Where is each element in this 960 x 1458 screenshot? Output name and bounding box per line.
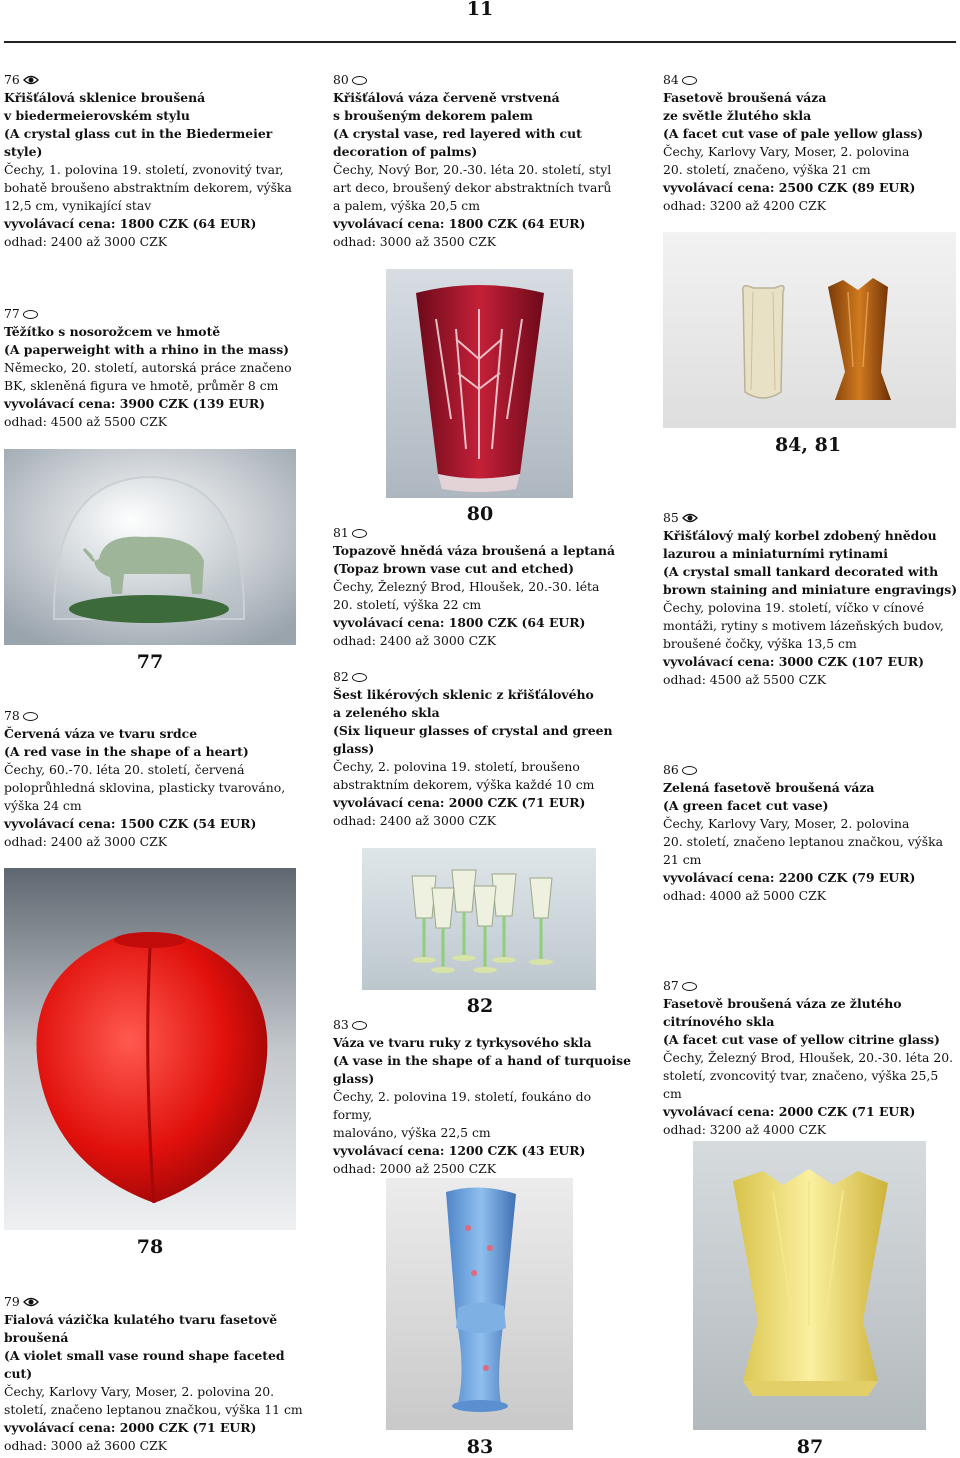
eye-icon: [23, 75, 39, 85]
lot-number: [663, 977, 958, 995]
starting-price: vyvolávací cena: 1200 CZK (43 EUR): [333, 1143, 586, 1158]
caption-83: 83: [466, 1436, 494, 1458]
lot-title-line: Šest likérových sklenic z křišťálového: [333, 687, 594, 702]
lot-title-line: (A facet cut vase of pale yellow glass): [663, 126, 924, 141]
lot-description-line: Čechy, Nový Bor, 20.-30. léta 20. století, styl: [333, 162, 612, 177]
lot-title-line: Váza ve tvaru ruky z tyrkysového skla: [333, 1035, 592, 1050]
lot-description-line: století, značeno leptanou značkou, výška 11 cm: [4, 1402, 303, 1417]
lot-title-line: (Topaz brown vase cut and etched): [333, 561, 574, 576]
lot-title-line: (A violet small vase round shape faceted: [4, 1348, 285, 1363]
lot-description-line: výška 24 cm: [4, 798, 82, 813]
lot-number-text: 87: [663, 978, 679, 993]
starting-price: vyvolávací cena: 1800 CZK (64 EUR): [4, 216, 257, 231]
caption-84-81: 84, 81: [774, 434, 842, 456]
lot-title-line: (A crystal small tankard decorated with: [663, 564, 939, 579]
lot-77: [4, 305, 304, 431]
lot-title-line: Fasetově broušená váza ze žlutého: [663, 996, 902, 1011]
lot-number-text: 83: [333, 1017, 349, 1032]
lot-title-line: Křišťálová sklenice broušená: [4, 90, 206, 105]
starting-price: vyvolávací cena: 2000 CZK (71 EUR): [663, 1104, 916, 1119]
starting-price: vyvolávací cena: 1800 CZK (64 EUR): [333, 216, 586, 231]
circle-icon: [682, 766, 697, 775]
lot-number-text: 84: [663, 72, 679, 87]
lot-title-line: decoration of palms): [333, 144, 478, 159]
estimate: odhad: 4500 až 5500 CZK: [663, 672, 826, 687]
lot-description-line: Čechy, Karlovy Vary, Moser, 2. polovina 20.: [4, 1384, 275, 1399]
lot-description-line: broušené čočky, výška 13,5 cm: [663, 636, 857, 651]
estimate: odhad: 3200 až 4200 CZK: [663, 198, 826, 213]
lot-description-line: Čechy, Železný Brod, Hloušek, 20.-30. léta 20.: [663, 1050, 954, 1065]
lot-number: [333, 1016, 633, 1034]
lot-number: [333, 668, 633, 686]
lot-title-line: a zeleného skla: [333, 705, 440, 720]
photo-lot-80: [386, 269, 573, 498]
lot-number: [4, 707, 304, 725]
lot-description-line: 20. století, značeno leptanou značkou, výška: [663, 834, 943, 849]
photo-lot-87: [693, 1141, 926, 1430]
lot-number: [333, 71, 633, 89]
lot-87: [663, 977, 958, 1139]
estimate: odhad: 2000 až 2500 CZK: [333, 1161, 496, 1176]
lot-description-line: Čechy, 60.-70. léta 20. století, červená: [4, 762, 245, 777]
lot-title-line: (A green facet cut vase): [663, 798, 829, 813]
lot-number-text: 77: [4, 306, 20, 321]
estimate: odhad: 3000 až 3600 CZK: [4, 1438, 167, 1453]
lot-title-line: s broušeným dekorem palem: [333, 108, 533, 123]
photo-lot-82: [362, 848, 596, 990]
estimate: odhad: 4000 až 5000 CZK: [663, 888, 826, 903]
lot-title-line: Křišťálový malý korbel zdobený hnědou: [663, 528, 937, 543]
lot-82: [333, 668, 633, 830]
lot-title-line: (A red vase in the shape of a heart): [4, 744, 249, 759]
circle-icon: [352, 529, 367, 538]
starting-price: vyvolávací cena: 3000 CZK (107 EUR): [663, 654, 924, 669]
lot-description-line: Čechy, 1. polovina 19. století, zvonovitý tvar,: [4, 162, 284, 177]
header-rule: [4, 41, 956, 43]
lot-number-text: 85: [663, 510, 679, 525]
lot-description-line: Čechy, 2. polovina 19. století, foukáno do formy,: [333, 1089, 592, 1122]
lot-description-line: poloprůhledná sklovina, plasticky tvarováno,: [4, 780, 286, 795]
lot-title-line: v biedermeierovském stylu: [4, 108, 190, 123]
lot-83: [333, 1016, 633, 1178]
circle-icon: [682, 76, 697, 85]
lot-title-line: (A crystal glass cut in the Biedermeier: [4, 126, 273, 141]
lot-number: [4, 1293, 304, 1311]
lot-number-text: 76: [4, 72, 20, 87]
starting-price: vyvolávací cena: 1500 CZK (54 EUR): [4, 816, 257, 831]
lot-number-text: 78: [4, 708, 20, 723]
lot-number: [4, 305, 304, 323]
lot-title-line: Fialová vázička kulatého tvaru fasetově: [4, 1312, 278, 1327]
lot-description-line: a palem, výška 20,5 cm: [333, 198, 480, 213]
estimate: odhad: 2400 až 3000 CZK: [4, 834, 167, 849]
lot-number-text: 80: [333, 72, 349, 87]
lot-title-line: brown staining and miniature engravings): [663, 582, 958, 597]
lot-81: [333, 524, 633, 650]
lot-title-line: Fasetově broušená váza: [663, 90, 827, 105]
lot-title-line: style): [4, 144, 43, 159]
starting-price: vyvolávací cena: 2000 CZK (71 EUR): [333, 795, 586, 810]
caption-87: 87: [796, 1436, 824, 1458]
lot-number-text: 86: [663, 762, 679, 777]
lot-number: [663, 761, 958, 779]
circle-icon: [352, 1021, 367, 1030]
eye-icon: [23, 1297, 39, 1307]
lot-description-line: bohatě broušeno abstraktním dekorem, výška: [4, 180, 292, 195]
starting-price: vyvolávací cena: 2500 CZK (89 EUR): [663, 180, 916, 195]
estimate: odhad: 2400 až 3000 CZK: [333, 633, 496, 648]
lot-79: [4, 1293, 304, 1455]
estimate: odhad: 4500 až 5500 CZK: [4, 414, 167, 429]
circle-icon: [682, 982, 697, 991]
lot-description-line: 12,5 cm, vynikající stav: [4, 198, 152, 213]
lot-title-line: Křišťálová váza červeně vrstvená: [333, 90, 560, 105]
lot-description-line: 20. století, výška 22 cm: [333, 597, 482, 612]
lot-86: [663, 761, 958, 905]
lot-description-line: Německo, 20. století, autorská práce značeno: [4, 360, 292, 375]
starting-price: vyvolávací cena: 1800 CZK (64 EUR): [333, 615, 586, 630]
photo-lots-84-81: [663, 232, 956, 428]
lot-number: [333, 524, 633, 542]
lot-description-line: BK, skleněná figura ve hmotě, průměr 8 cm: [4, 378, 279, 393]
lot-description-line: Čechy, 2. polovina 19. století, broušeno: [333, 759, 580, 774]
estimate: odhad: 2400 až 3000 CZK: [333, 813, 496, 828]
circle-icon: [23, 712, 38, 721]
lot-title-line: lazurou a miniaturními rytinami: [663, 546, 888, 561]
caption-77: 77: [136, 651, 164, 673]
estimate: odhad: 2400 až 3000 CZK: [4, 234, 167, 249]
lot-title-line: broušená: [4, 1330, 69, 1345]
photo-lot-78: [4, 868, 296, 1230]
lot-number-text: 79: [4, 1294, 20, 1309]
lot-description-line: art deco, broušený dekor abstraktních tvarů: [333, 180, 612, 195]
lot-number: [4, 71, 294, 89]
lot-title-line: (A paperweight with a rhino in the mass): [4, 342, 290, 357]
lot-description-line: Čechy, Karlovy Vary, Moser, 2. polovina: [663, 816, 910, 831]
lot-title-line: glass): [333, 741, 375, 756]
starting-price: vyvolávací cena: 2000 CZK (71 EUR): [4, 1420, 257, 1435]
caption-78: 78: [136, 1236, 164, 1258]
estimate: odhad: 3200 až 4000 CZK: [663, 1122, 826, 1137]
lot-85: [663, 509, 958, 689]
lot-title-line: Těžítko s nosorožcem ve hmotě: [4, 324, 221, 339]
lot-number: [663, 71, 958, 89]
lot-description-line: montáži, rytiny s motivem lázeňských budov,: [663, 618, 944, 633]
lot-title-line: (A crystal vase, red layered with cut: [333, 126, 582, 141]
eye-icon: [682, 513, 698, 523]
lot-number: [663, 509, 958, 527]
lot-description-line: 20. století, značeno, výška 21 cm: [663, 162, 871, 177]
circle-icon: [352, 673, 367, 682]
estimate: odhad: 3000 až 3500 CZK: [333, 234, 496, 249]
lot-title-line: (A facet cut vase of yellow citrine glass): [663, 1032, 940, 1047]
lot-description-line: století, zvoncovitý tvar, značeno, výška 25,5 cm: [663, 1068, 939, 1101]
starting-price: vyvolávací cena: 3900 CZK (139 EUR): [4, 396, 265, 411]
lot-description-line: Čechy, polovina 19. století, víčko v cínové: [663, 600, 925, 615]
lot-description-line: 21 cm: [663, 852, 702, 867]
lot-title-line: (Six liqueur glasses of crystal and green: [333, 723, 613, 738]
circle-icon: [23, 310, 38, 319]
lot-title-line: citrínového skla: [663, 1014, 775, 1029]
lot-title-line: Červená váza ve tvaru srdce: [4, 726, 198, 741]
lot-78: [4, 707, 304, 851]
page-number: 11: [466, 0, 494, 20]
lot-description-line: malováno, výška 22,5 cm: [333, 1125, 491, 1140]
circle-icon: [352, 76, 367, 85]
lot-84: [663, 71, 958, 215]
lot-description-line: abstraktním dekorem, výška každé 10 cm: [333, 777, 595, 792]
lot-number-text: 81: [333, 525, 349, 540]
lot-title-line: Zelená fasetově broušená váza: [663, 780, 875, 795]
lot-76: [4, 71, 294, 251]
lot-title-line: cut): [4, 1366, 33, 1381]
lot-title-line: (A vase in the shape of a hand of turquoise: [333, 1053, 631, 1068]
lot-description-line: Čechy, Karlovy Vary, Moser, 2. polovina: [663, 144, 910, 159]
lot-number-text: 82: [333, 669, 349, 684]
photo-lot-83: [386, 1178, 573, 1430]
lot-description-line: Čechy, Železný Brod, Hloušek, 20.-30. léta: [333, 579, 600, 594]
lot-title-line: Topazově hnědá váza broušená a leptaná: [333, 543, 616, 558]
photo-lot-77: [4, 449, 296, 645]
caption-82: 82: [466, 995, 494, 1017]
starting-price: vyvolávací cena: 2200 CZK (79 EUR): [663, 870, 916, 885]
lot-title-line: ze světle žlutého skla: [663, 108, 812, 123]
lot-title-line: glass): [333, 1071, 375, 1086]
lot-80: [333, 71, 633, 251]
caption-80: 80: [466, 503, 494, 525]
